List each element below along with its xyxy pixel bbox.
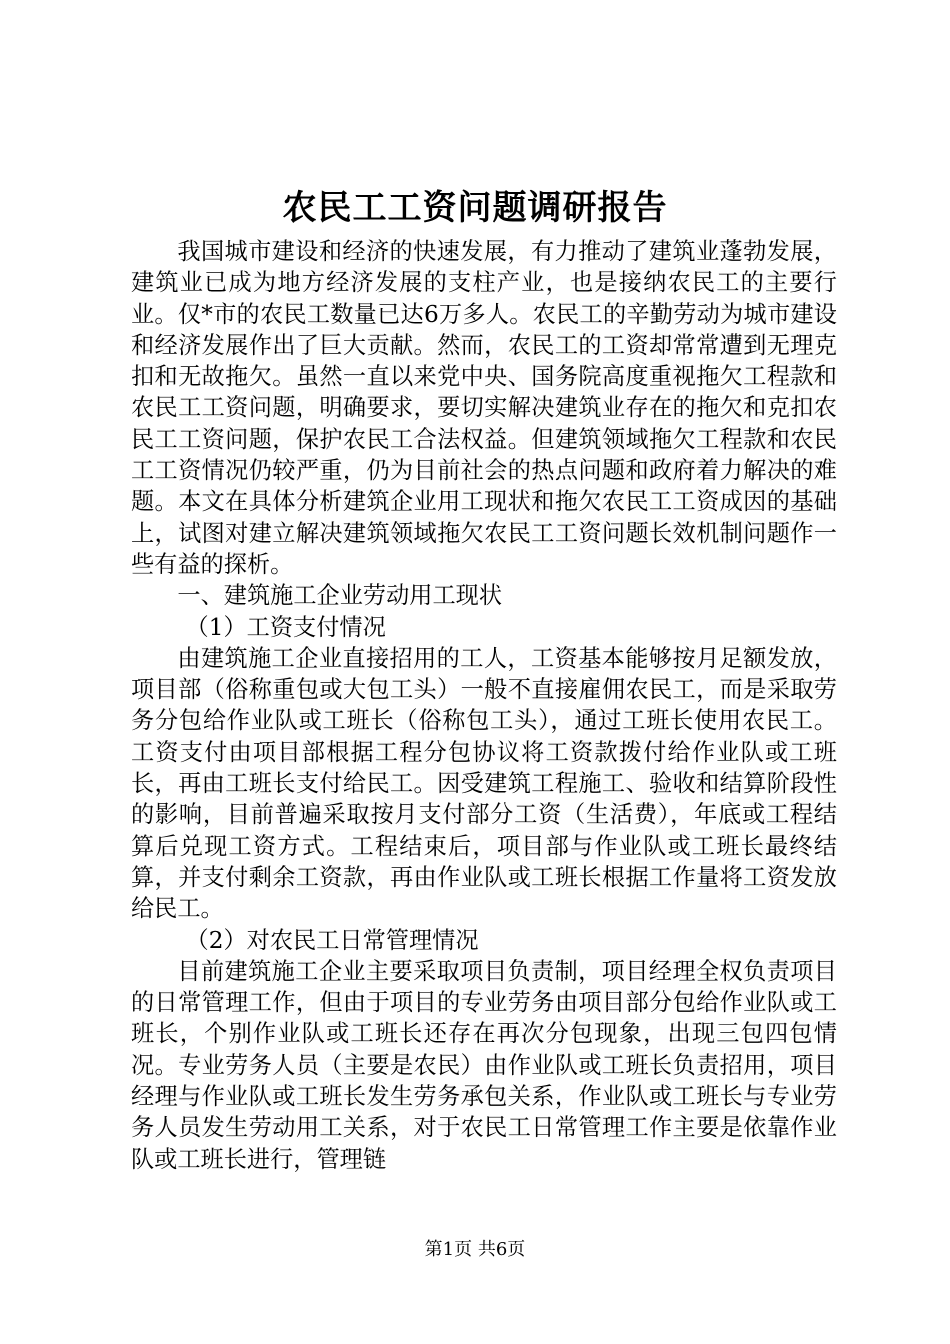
paragraph-wage-payment: 由建筑施工企业直接招用的工人，工资基本能够按月足额发放，项目部（俗称重包或大包工头）一般不直接雇佣农民工，而是采取劳务分包给作业队或工班长（俗称包工头），通过工班长使用农民工。工资支付由项目部根据工程分包协议将工资款拨付给作业队或工班长，再由工班长支付给民工。因受建筑工程施工、验收和结算阶段性的影响，目前普遍采取按月支付部分工资（生活费），年底或工程结算后兑现工资方式。工程结束后，项目部与作业队或工班长最终结算，并支付剩余工资款，再由作业队或工班长根据工作量将工资发放给民工。 (131, 644, 837, 923)
subsection-heading-2: （2）对农民工日常管理情况 (185, 926, 479, 954)
subsection-heading-1: （1）工资支付情况 (185, 613, 386, 641)
paragraph-daily-management: 目前建筑施工企业主要采取项目负责制，项目经理全权负责项目的日常管理工作，但由于项目的专业劳务由项目部分包给作业队或工班长，个别作业队或工班长还存在再次分包现象，出现三包四包情况。专业劳务人员（主要是农民）由作业队或工班长负责招用，项目经理与作业队或工班长发生劳务承包关系，作业队或工班长与专业劳务人员发生劳动用工关系，对于农民工日常管理工作主要是依靠作业队或工班长进行，管理链 (131, 957, 837, 1173)
paragraph-intro: 我国城市建设和经济的快速发展，有力推动了建筑业蓬勃发展，建筑业已成为地方经济发展的支柱产业，也是接纳农民工的主要行业。仅*市的农民工数量已达6万多人。农民工的辛勤劳动为城市建设和经济发展作出了巨大贡献。然而，农民工的工资却常常遭到无理克扣和无故拖欠。虽然一直以来党中央、国务院高度重视拖欠工程款和农民工工资问题，明确要求，要切实解决建筑业存在的拖欠和克扣农民工工资问题，保护农民工合法权益。但建筑领域拖欠工程款和农民工工资情况仍较严重，仍为目前社会的热点问题和政府着力解决的难题。本文在具体分析建筑企业用工现状和拖欠农民工工资成因的基础上，试图对建立解决建筑领域拖欠农民工工资问题长效机制问题作一些有益的探析。 (131, 238, 837, 578)
document-title: 农民工工资问题调研报告 (282, 188, 668, 228)
document-body (131, 236, 837, 1175)
section-heading-1: 一、建筑施工企业劳动用工现状 (177, 582, 503, 610)
page-footer: 第1页 共6页 (424, 1239, 526, 1260)
